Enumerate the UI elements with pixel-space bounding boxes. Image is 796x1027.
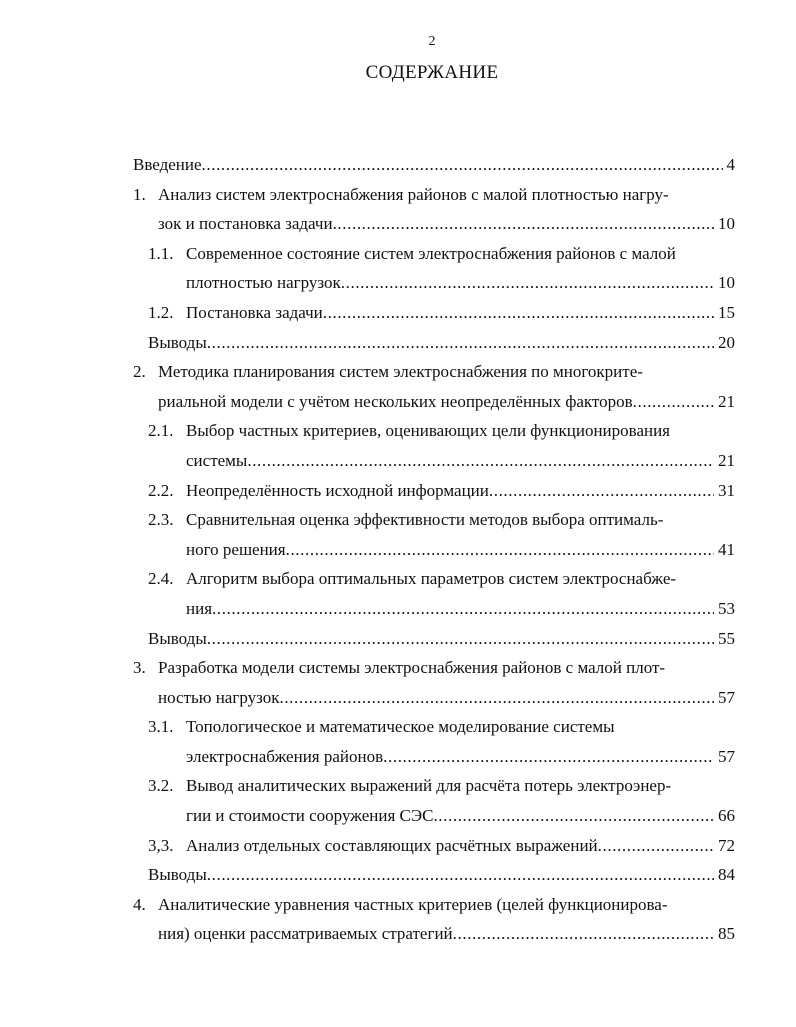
toc-entry-text: электроснабжения районов bbox=[186, 746, 384, 766]
toc-entry-number: 3.1. bbox=[148, 717, 174, 737]
toc-entry bbox=[0, 476, 796, 506]
toc-line bbox=[0, 150, 735, 180]
toc-entry-text: плотностью нагрузок bbox=[186, 273, 341, 293]
toc-page-number: 53 bbox=[718, 598, 735, 618]
toc-page-number: 15 bbox=[718, 302, 735, 322]
dot-leader bbox=[207, 860, 714, 890]
toc-entry-text: Аналитические уравнения частных критериев (целей функционирова- bbox=[158, 894, 668, 914]
toc-line bbox=[0, 831, 735, 861]
toc-entry bbox=[0, 653, 796, 712]
toc-entry-text: риальной модели с учётом нескольких неопределённых факторов bbox=[158, 391, 633, 411]
page-title: СОДЕРЖАНИЕ bbox=[365, 62, 499, 83]
toc-line bbox=[0, 564, 735, 594]
dot-leader bbox=[383, 742, 714, 772]
toc-entry-text: Постановка задачи bbox=[186, 302, 323, 322]
toc-entry-text: системы bbox=[186, 450, 248, 470]
toc-entry-text: Сравнительная оценка эффективности методов выбора оптималь- bbox=[186, 510, 664, 530]
toc-line bbox=[0, 801, 735, 831]
dot-leader bbox=[247, 446, 714, 476]
toc-line bbox=[0, 180, 735, 210]
toc-entry bbox=[0, 890, 796, 949]
toc-entry-number: 2.4. bbox=[148, 569, 174, 589]
toc-line bbox=[0, 298, 735, 328]
toc-line bbox=[0, 328, 735, 358]
toc-entry bbox=[0, 180, 796, 239]
toc-line bbox=[0, 683, 735, 713]
toc-entry bbox=[0, 624, 796, 654]
toc-line bbox=[0, 594, 735, 624]
toc-page-number: 31 bbox=[718, 480, 735, 500]
toc-entry-text: ного решения bbox=[186, 539, 286, 559]
toc-line bbox=[0, 890, 735, 920]
toc-line bbox=[0, 387, 735, 417]
toc-entry bbox=[0, 505, 796, 564]
dot-leader bbox=[489, 476, 714, 506]
toc-entry-number: 2.1. bbox=[148, 421, 174, 441]
toc-entry-number: 3,3. bbox=[148, 835, 174, 855]
dot-leader bbox=[433, 801, 714, 831]
toc-page-number: 66 bbox=[718, 806, 735, 826]
toc-line bbox=[0, 860, 735, 890]
toc-entry-text: Современное состояние систем электроснабжения районов с малой bbox=[186, 243, 676, 263]
toc-entry-text: Выводы bbox=[148, 628, 207, 648]
toc-line bbox=[0, 416, 735, 446]
toc-entry-number: 4. bbox=[133, 894, 146, 914]
toc-entry-text: Анализ систем электроснабжения районов с малой плотностью нагру- bbox=[158, 184, 669, 204]
toc-page-number: 57 bbox=[718, 746, 735, 766]
toc-line bbox=[0, 919, 735, 949]
toc-line bbox=[0, 446, 735, 476]
toc-entry-number: 1.2. bbox=[148, 302, 174, 322]
toc-entry bbox=[0, 150, 796, 180]
toc-entry-number: 1.1. bbox=[148, 243, 174, 263]
toc-page-number: 20 bbox=[718, 332, 735, 352]
page-number: 2 bbox=[428, 34, 436, 49]
toc-page-number: 84 bbox=[718, 865, 735, 885]
toc-entry-text: ностью нагрузок bbox=[158, 687, 280, 707]
toc-entry bbox=[0, 239, 796, 298]
dot-leader bbox=[333, 209, 714, 239]
toc-entry-text: Анализ отдельных составляющих расчётных выражений bbox=[186, 835, 598, 855]
toc-entry bbox=[0, 831, 796, 861]
toc-page-number: 10 bbox=[718, 214, 735, 234]
toc-line bbox=[0, 712, 735, 742]
toc-entry bbox=[0, 712, 796, 771]
toc-line bbox=[0, 476, 735, 506]
dot-leader bbox=[207, 328, 714, 358]
toc-line bbox=[0, 771, 735, 801]
toc-page-number: 55 bbox=[718, 628, 735, 648]
toc-entry bbox=[0, 328, 796, 358]
toc-line bbox=[0, 742, 735, 772]
toc-line bbox=[0, 653, 735, 683]
dot-leader bbox=[279, 683, 714, 713]
dot-leader bbox=[633, 387, 714, 417]
toc-entry-text: Методика планирования систем электроснабжения по многокрите- bbox=[158, 362, 643, 382]
toc-page-number: 85 bbox=[718, 924, 735, 944]
toc-entry-text: Выводы bbox=[148, 865, 207, 885]
toc-entry-text: гии и стоимости сооружения СЭС bbox=[186, 806, 434, 826]
toc-entry bbox=[0, 298, 796, 328]
dot-leader bbox=[453, 919, 714, 949]
toc-entry-text: Выводы bbox=[148, 332, 207, 352]
toc-page-number: 4 bbox=[726, 155, 735, 174]
toc-entry-text: Алгоритм выбора оптимальных параметров систем электроснабже- bbox=[186, 569, 677, 589]
toc-page-number: 21 bbox=[718, 450, 735, 470]
toc-entry-text: Введение bbox=[133, 155, 202, 174]
toc-line bbox=[0, 624, 735, 654]
toc-line bbox=[0, 239, 735, 269]
dot-leader bbox=[286, 535, 714, 565]
toc-page-number: 21 bbox=[718, 391, 735, 411]
toc-entry-text: ния) оценки рассматриваемых стратегий bbox=[158, 924, 453, 944]
toc-entry bbox=[0, 860, 796, 890]
toc-page-number: 10 bbox=[718, 273, 735, 293]
dot-leader bbox=[341, 268, 714, 298]
toc-page-number: 41 bbox=[718, 539, 735, 559]
toc-entry bbox=[0, 357, 796, 416]
dot-leader bbox=[212, 594, 714, 624]
toc-entry-text: Неопределённость исходной информации bbox=[186, 480, 489, 500]
toc-entry-number: 3. bbox=[133, 658, 146, 678]
toc-entry-number: 1. bbox=[133, 184, 146, 204]
toc-line bbox=[0, 357, 735, 387]
toc-entry-text: Выбор частных критериев, оценивающих цели функционирования bbox=[186, 421, 671, 441]
toc-entry-text: зок и постановка задачи bbox=[158, 214, 333, 234]
toc-entry bbox=[0, 416, 796, 475]
toc-entry-number: 2.3. bbox=[148, 510, 174, 530]
toc-line bbox=[0, 209, 735, 239]
toc-entry-number: 3.2. bbox=[148, 776, 174, 796]
toc-line bbox=[0, 535, 735, 565]
dot-leader bbox=[207, 624, 714, 654]
toc-entry-number: 2.2. bbox=[148, 480, 174, 500]
toc-page-number: 72 bbox=[718, 835, 735, 855]
toc-entry-text: Вывод аналитических выражений для расчёта потерь электроэнер- bbox=[186, 776, 672, 796]
table-of-contents bbox=[0, 150, 796, 949]
toc-line bbox=[0, 505, 735, 535]
dot-leader bbox=[202, 150, 723, 180]
dot-leader bbox=[598, 831, 714, 861]
toc-entry-text: Топологическое и математическое моделирование системы bbox=[186, 717, 615, 737]
toc-entry-text: ния bbox=[186, 598, 213, 618]
dot-leader bbox=[323, 298, 714, 328]
toc-entry-text: Разработка модели системы электроснабжения районов с малой плот- bbox=[158, 658, 666, 678]
toc-entry bbox=[0, 771, 796, 830]
toc-page-number: 57 bbox=[718, 687, 735, 707]
toc-entry-number: 2. bbox=[133, 362, 146, 382]
toc-line bbox=[0, 268, 735, 298]
toc-entry bbox=[0, 564, 796, 623]
